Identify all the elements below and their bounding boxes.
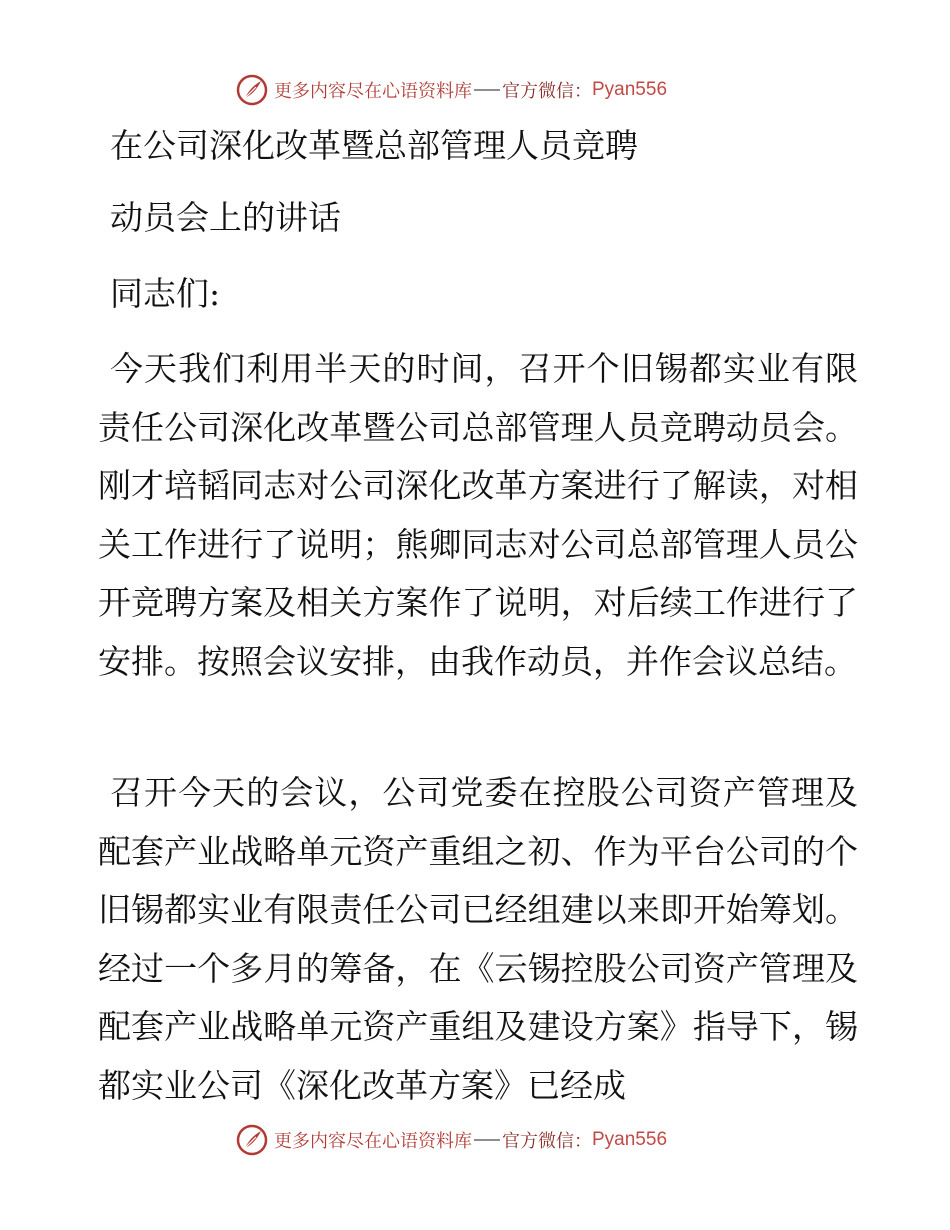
feather-pen-logo-icon: [236, 1124, 268, 1156]
feather-pen-logo-icon: [236, 74, 268, 106]
body-paragraph-2: 召开今天的会议，公司党委在控股公司资产管理及配套产业战略单元资产重组之初、作为平台公司的个旧锡都实业有限责任公司已经组建以来即开始筹划。经过一个多月的筹备，在《云锡控股公司资产管理及配套产业战略单元资产重组及建设方案》指导下，锡都实业公司《深化改革方案》已经成: [98, 773, 858, 1105]
footer-watermark: [236, 1122, 716, 1158]
body-paragraph-1: 今天我们利用半天的时间，召开个旧锡都实业有限责任公司深化改革暨公司总部管理人员竞聘动员会。刚才培韬同志对公司深化改革方案进行了解读，对相关工作进行了说明；熊卿同志对公司总部管理人员公开竞聘方案及相关方案作了说明，对后续工作进行了安排。按照会议安排，由我作动员，并作会议总结。: [98, 349, 858, 681]
watermark-brand-text: 更多内容尽在心语资料库: [274, 1131, 472, 1152]
salutation: 同志们:: [110, 274, 221, 313]
watermark-brand-text: 更多内容尽在心语资料库: [274, 81, 472, 102]
watermark-official-text: 官方微信：: [502, 1131, 592, 1152]
header-watermark: [236, 72, 716, 108]
watermark-official-text: 官方微信：: [502, 81, 592, 102]
document-title-line-1: 在公司深化改革暨总部管理人员竞聘: [110, 126, 638, 165]
watermark-separator: [474, 1139, 500, 1141]
watermark-separator: [474, 89, 500, 91]
watermark-handle: Pyan556: [592, 1129, 668, 1150]
watermark-handle: Pyan556: [592, 79, 668, 100]
document-title-line-2: 动员会上的讲话: [110, 198, 341, 237]
